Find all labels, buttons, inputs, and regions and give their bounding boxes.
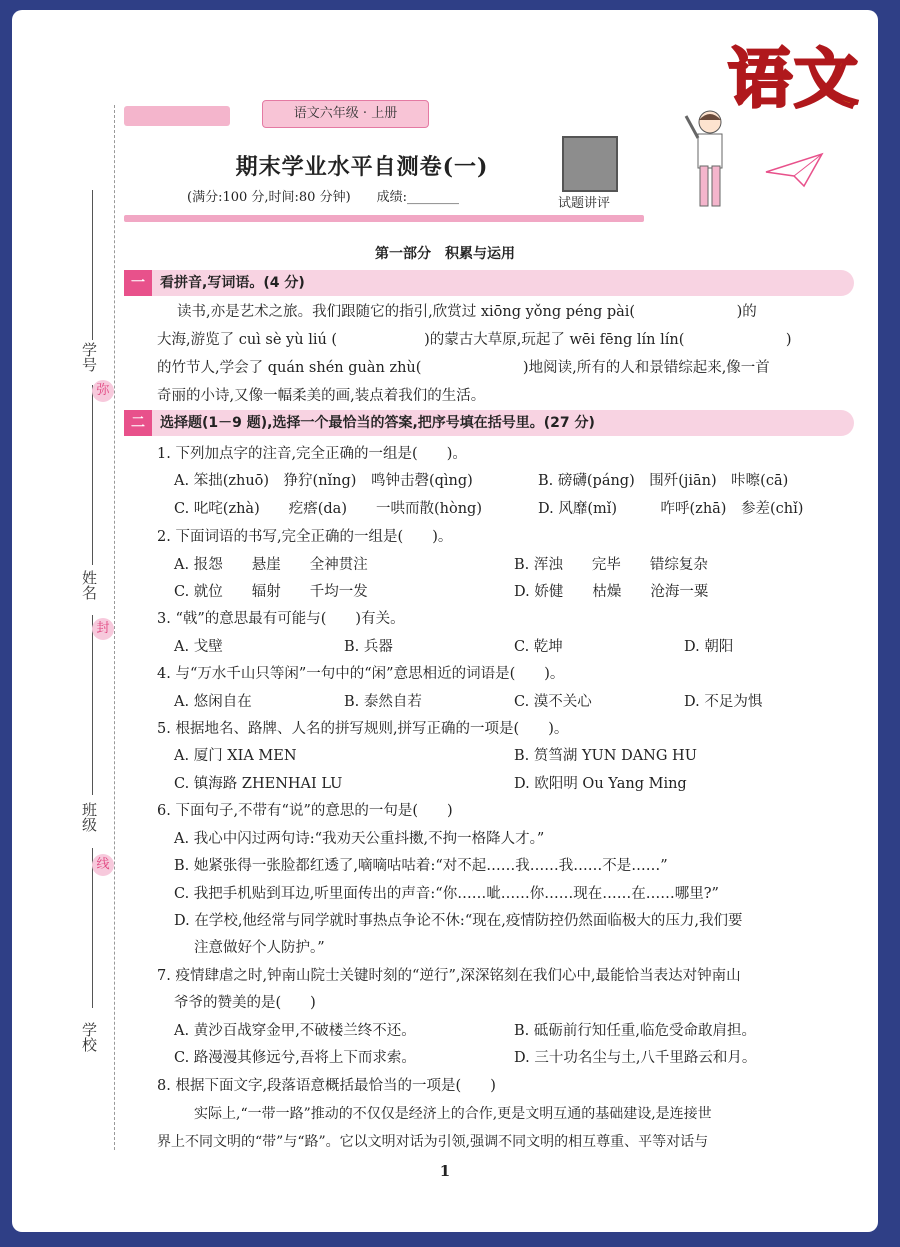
paper-title: 期末学业水平自测卷(一) [235, 154, 489, 180]
option-a: A. 我心中闪过两句诗:“我劝天公重抖擞,不拘一格降人才。” [174, 831, 545, 847]
subject-badge: 语文 [728, 43, 860, 117]
divider [92, 190, 94, 340]
pinyin-line: 的竹节人,学会了 quán shén guàn zhù( )地阅读,所有的人和景错综起来,像一首 [157, 360, 770, 376]
section-title: 选择题(1－9 题),选择一个最恰当的答案,把序号填在括号里。(27 分) [160, 415, 595, 431]
exam-page [12, 10, 878, 1232]
seal-mark: 弥 [92, 380, 114, 402]
option-d: D. 三十功名尘与土,八千里路云和月。 [514, 1050, 757, 1066]
option-c: C. 叱咤(zhà) 疙瘩(da) 一哄而散(hòng) [174, 501, 482, 517]
question-7: 7. 疫情肆虐之时,钟南山院士关键时刻的“逆行”,深深铭刻在我们心中,最能恰当表达对钟南山 [157, 968, 741, 984]
option-d: D. 在学校,他经常与同学就时事热点争论不休:“现在,疫情防控仍然面临极大的压力,我们要 [174, 913, 743, 929]
option-c: C. 路漫漫其修远兮,吾将上下而求索。 [174, 1050, 416, 1066]
option-d: D. 朝阳 [684, 639, 734, 655]
option-b: B. 筼筜湖 YUN DANG HU [514, 748, 697, 764]
option-a: A. 悠闲自在 [174, 694, 252, 710]
option-b: B. 兵器 [344, 639, 393, 655]
passage-line: 界上不同文明的“带”与“路”。它以文明对话为引领,强调不同文明的相互尊重、平等对话与 [157, 1134, 709, 1150]
seal-mark: 封 [92, 618, 114, 640]
option-c: C. 乾坤 [514, 639, 563, 655]
header-rule [124, 215, 644, 222]
page-number: 1 [439, 1162, 451, 1180]
option-d: D. 娇健 枯燥 沧海一粟 [514, 584, 709, 600]
option-c: C. 镇海路 ZHENHAI LU [174, 776, 343, 792]
option-c: C. 漠不关心 [514, 694, 592, 710]
section-number: 一 [124, 270, 152, 296]
binding-margin [37, 170, 147, 1150]
passage-line: 实际上,“一带一路”推动的不仅仅是经济上的合作,更是文明互通的基础建设,是连接世 [194, 1106, 712, 1122]
paper-plane-icon [764, 150, 824, 190]
option-b: B. 泰然自若 [344, 694, 422, 710]
divider [92, 385, 94, 565]
option-b: B. 砥砺前行知任重,临危受命敢肩担。 [514, 1023, 756, 1039]
decorative-bar [124, 106, 230, 126]
question-3: 3. “戟”的意思最有可能与( )有关。 [157, 611, 405, 627]
paper-meta: (满分:100 分,时间:80 分钟) 成绩:________ [187, 190, 460, 205]
class-label: 班级 [80, 802, 98, 832]
section-title: 看拼音,写词语。(4 分) [160, 275, 305, 291]
school-label: 学校 [80, 1022, 98, 1052]
question-2: 2. 下面词语的书写,完全正确的一组是( )。 [157, 529, 453, 545]
option-a: A. 厦门 XIA MEN [174, 748, 297, 764]
qr-label: 试题讲评 [558, 196, 611, 211]
option-a: A. 戈壁 [174, 639, 223, 655]
question-5: 5. 根据地名、路牌、人名的拼写规则,拼写正确的一项是( )。 [157, 721, 569, 737]
option-b: B. 她紧张得一张脸都红透了,嘀嘀咕咕着:“对不起……我……我……不是……” [174, 858, 668, 874]
option-d: D. 不足为惧 [684, 694, 763, 710]
option-a: A. 笨拙(zhuō) 狰狞(nǐng) 鸣钟击磬(qìng) [174, 473, 473, 489]
option-b: B. 浑浊 完毕 错综复杂 [514, 557, 708, 573]
question-8: 8. 根据下面文字,段落语意概括最恰当的一项是( ) [157, 1078, 496, 1094]
seal-mark: 线 [92, 854, 114, 876]
option-c: C. 我把手机贴到耳边,听里面传出的声音:“你……呲……你……现在……在……哪里?” [174, 886, 719, 902]
pinyin-line: 大海,游览了 cuì sè yù liú ( )的蒙古大草原,玩起了 wēi fēng lín lín( ) [157, 332, 792, 348]
option-a: A. 黄沙百战穿金甲,不破楼兰终不还。 [174, 1023, 416, 1039]
student-number-label: 学号 [80, 342, 98, 372]
divider [92, 615, 94, 795]
option-d-continued: 注意做好个人防护。” [194, 940, 325, 956]
section-header-2 [124, 410, 854, 436]
qr-code-icon[interactable] [562, 136, 618, 192]
section-number: 二 [124, 410, 152, 436]
question-6: 6. 下面句子,不带有“说”的意思的一句是( ) [157, 803, 453, 819]
student-name-label: 姓名 [80, 570, 98, 600]
question-1: 1. 下列加点字的注音,完全正确的一组是( )。 [157, 446, 467, 462]
option-a: A. 报怨 悬崖 全神贯注 [174, 557, 368, 573]
section-header-1 [124, 270, 854, 296]
option-c: C. 就位 辐射 千均一发 [174, 584, 368, 600]
option-d: D. 欧阳明 Ou Yang Ming [514, 776, 687, 792]
question-7-continued: 爷爷的赞美的是( ) [174, 995, 316, 1011]
pinyin-line: 读书,亦是艺术之旅。我们跟随它的指引,欣赏过 xiōng yǒng péng pài( )的 [177, 304, 757, 320]
student-illustration-icon [680, 108, 740, 218]
question-4: 4. 与“万水千山只等闲”一句中的“闲”意思相近的词语是( )。 [157, 666, 565, 682]
part-title: 第一部分 积累与运用 [375, 246, 515, 262]
option-b: B. 磅礴(páng) 围歼(jiān) 咔嚓(cā) [538, 473, 789, 489]
option-d: D. 风靡(mǐ) 咋呼(zhā) 参差(chǐ) [538, 501, 804, 517]
grade-tag: 语文六年级 · 上册 [262, 100, 429, 128]
pinyin-line: 奇丽的小诗,又像一幅柔美的画,装点着我们的生活。 [157, 388, 486, 404]
